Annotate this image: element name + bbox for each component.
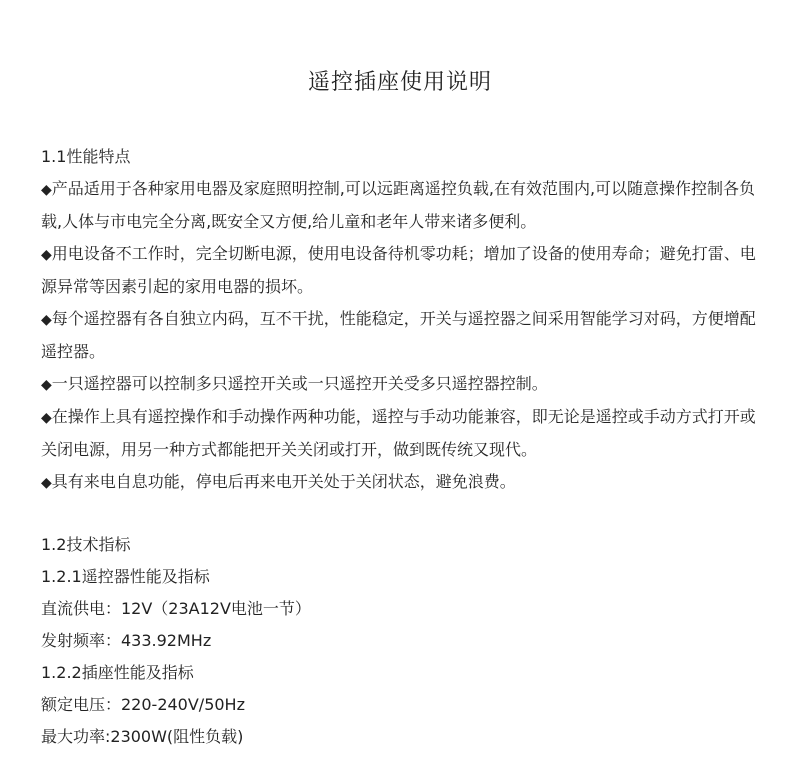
- spec-max-power: 最大功率:2300W(阻性负载): [41, 727, 244, 746]
- section-heading-specs: 1.2技术指标: [41, 535, 131, 554]
- feature-item: [41, 173, 761, 238]
- diamond-bullet-icon: ◆: [41, 182, 52, 198]
- feature-text: 在操作上具有遥控操作和手动操作两种功能，遥控与手动功能兼容，即无论是遥控或手动方式打开或关闭电源，用另一种方式都能把开关关闭或打开，做到既传统又现代。: [41, 407, 756, 459]
- diamond-bullet-icon: ◆: [41, 475, 52, 491]
- feature-item: [41, 368, 761, 401]
- feature-item: [41, 401, 761, 466]
- diamond-bullet-icon: ◆: [41, 410, 52, 426]
- feature-text: 产品适用于各种家用电器及家庭照明控制,可以远距离遥控负载,在有效范围内,可以随意操作控制各负载,人体与市电完全分离,既安全又方便,给儿童和老年人带来诸多便利。: [41, 179, 756, 231]
- feature-item: [41, 303, 761, 368]
- subsection-heading-remote: 1.2.1遥控器性能及指标: [41, 567, 210, 586]
- diamond-bullet-icon: ◆: [41, 312, 52, 328]
- feature-item: [41, 466, 761, 499]
- page-title: 遥控插座使用说明: [307, 70, 492, 95]
- spec-rated-voltage: 额定电压：220-240V/50Hz: [41, 695, 245, 714]
- feature-item: [41, 238, 761, 303]
- feature-text: 每个遥控器有各自独立内码，互不干扰，性能稳定，开关与遥控器之间采用智能学习对码，方便增配遥控器。: [41, 309, 756, 361]
- manual-content: [41, 141, 761, 753]
- feature-text: 一只遥控器可以控制多只遥控开关或一只遥控开关受多只遥控器控制。: [51, 374, 548, 393]
- section-heading-performance: 1.1性能特点: [41, 147, 131, 166]
- section-spacer: [41, 499, 761, 529]
- spec-frequency: 发射频率：433.92MHz: [41, 631, 212, 650]
- feature-text: 用电设备不工作时，完全切断电源，使用电设备待机零功耗；增加了设备的使用寿命；避免打雷、电源异常等因素引起的家用电器的损坏。: [41, 244, 756, 296]
- diamond-bullet-icon: ◆: [41, 377, 52, 393]
- diamond-bullet-icon: ◆: [41, 247, 52, 263]
- subsection-heading-socket: 1.2.2插座性能及指标: [41, 663, 194, 682]
- feature-text: 具有来电自息功能，停电后再来电开关处于关闭状态，避免浪费。: [51, 472, 516, 491]
- spec-dc-supply: 直流供电：12V（23A12V电池一节）: [41, 599, 311, 618]
